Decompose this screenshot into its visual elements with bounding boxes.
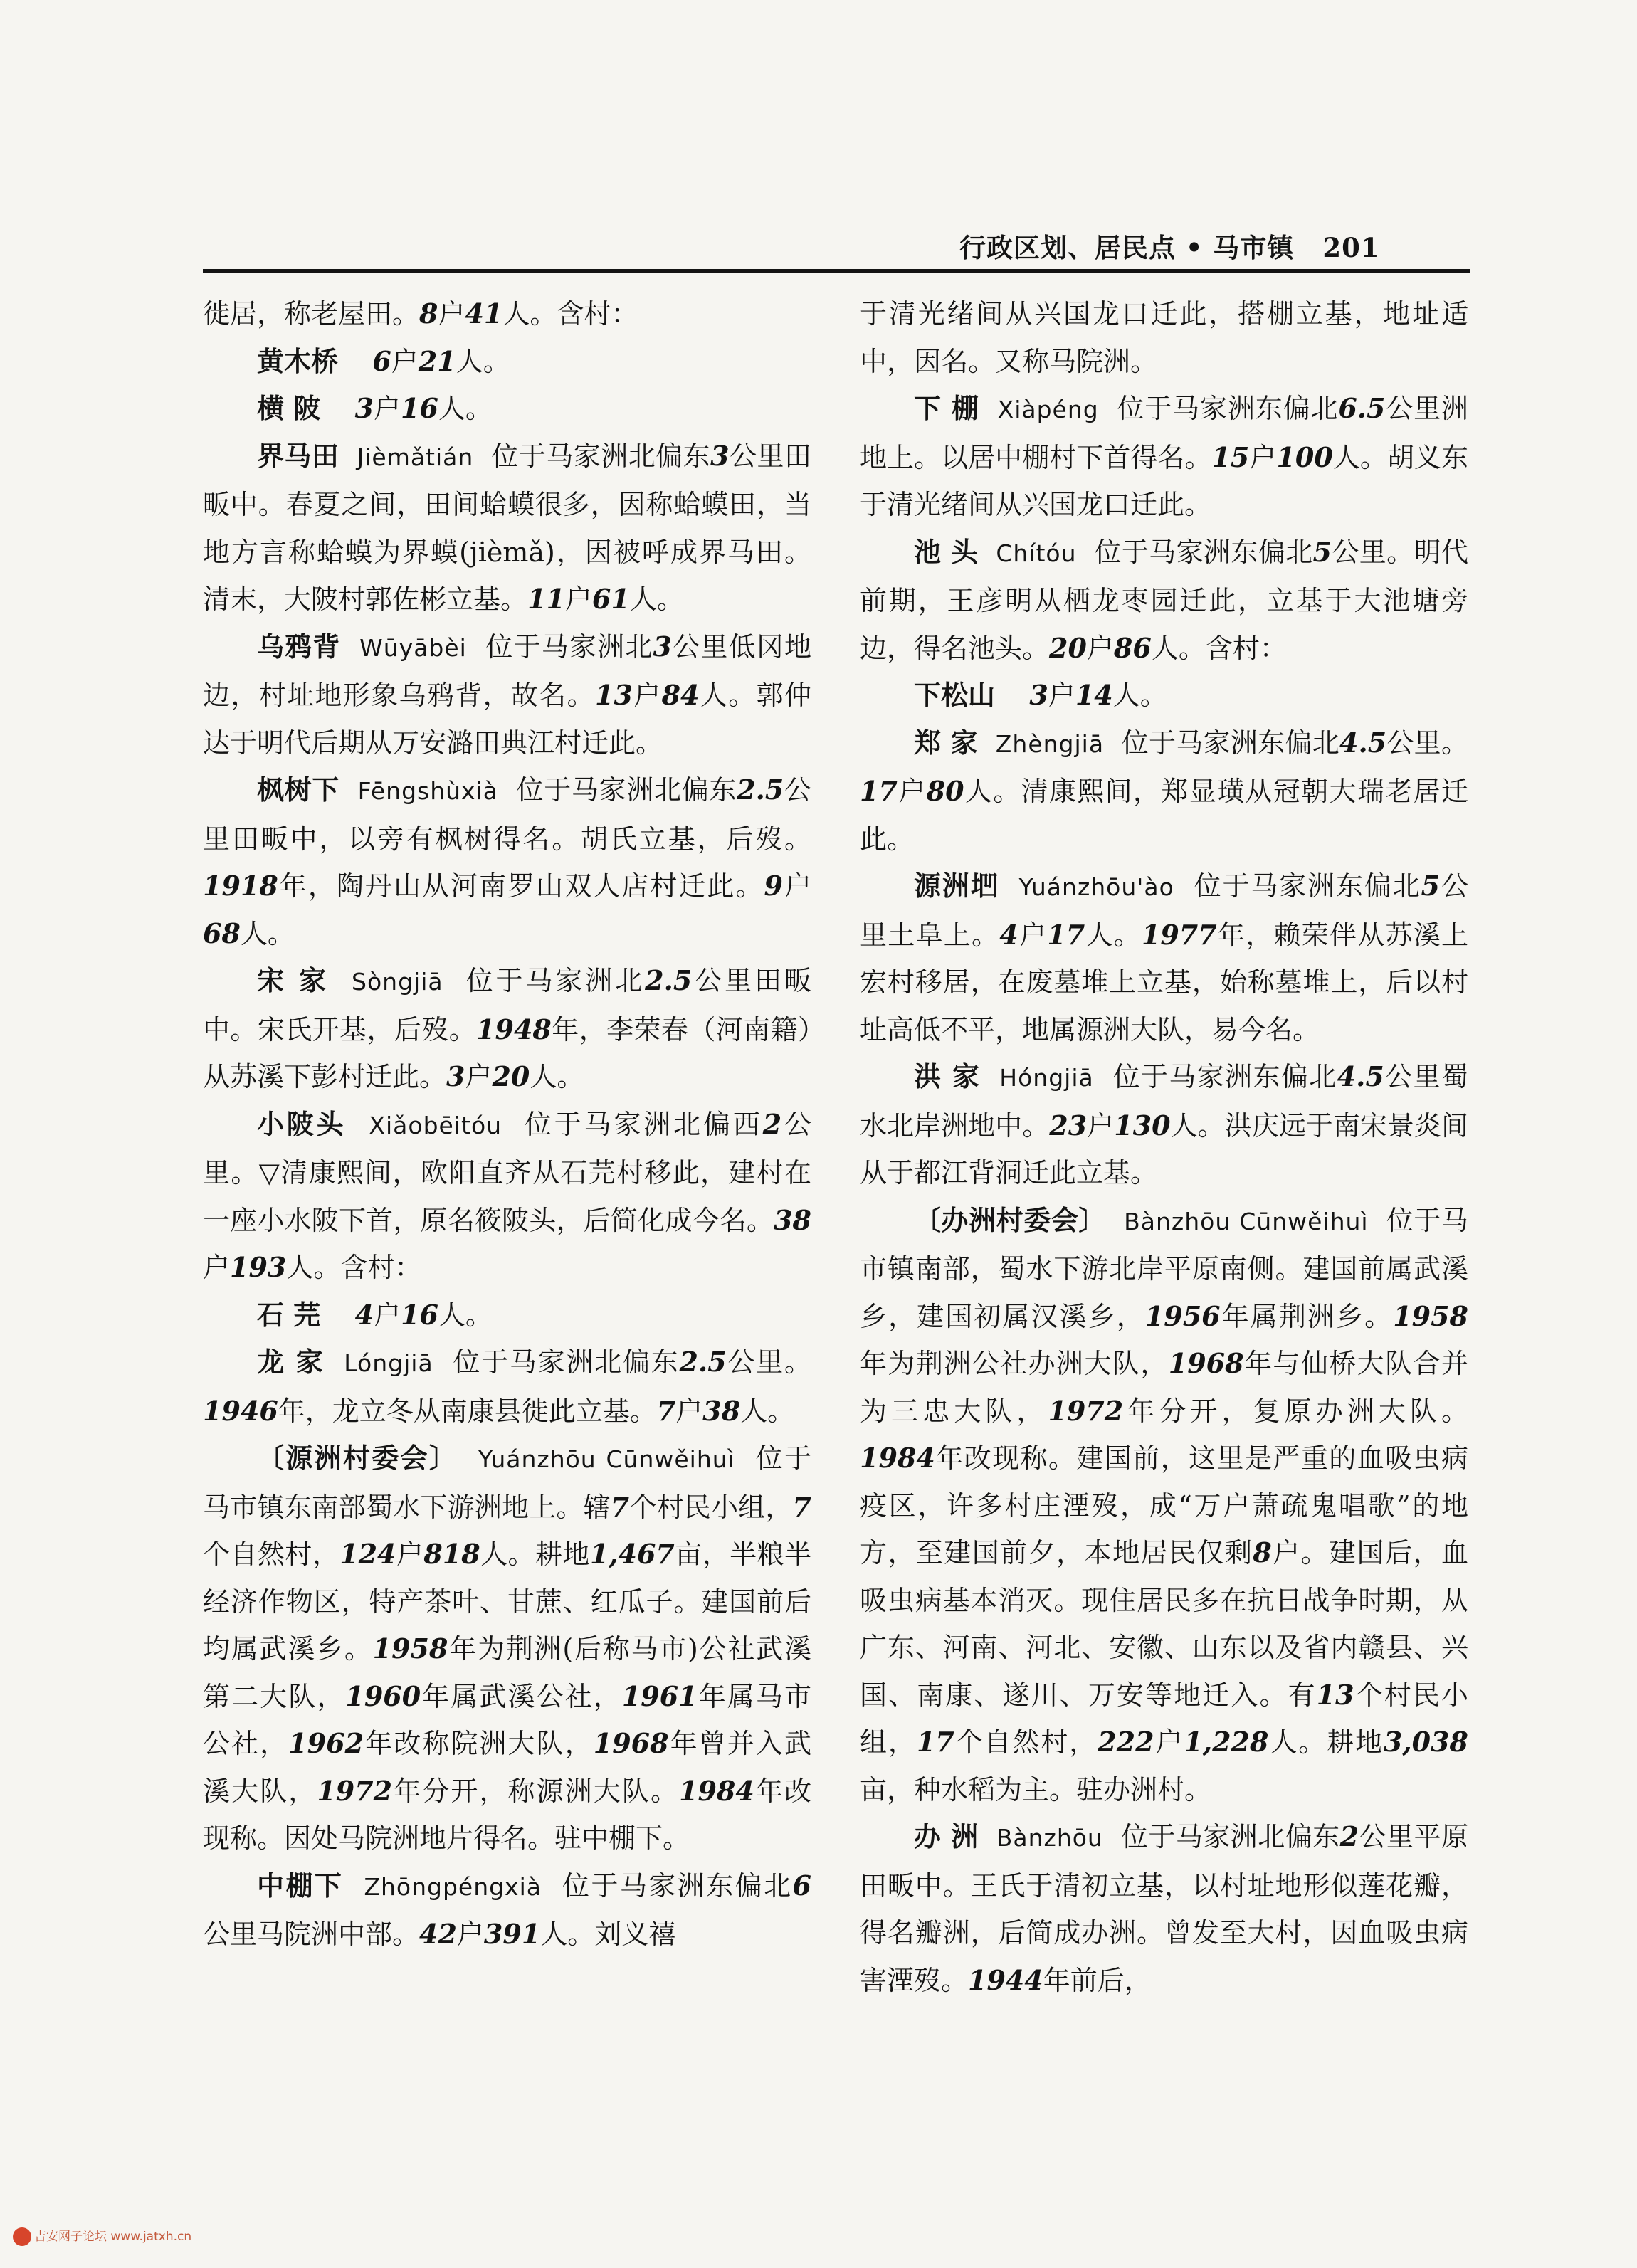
entry-pinyin: Lóngjiā [344,1349,433,1377]
entry-pinyin: Chítóu [996,539,1077,567]
page-number: 201 [1322,232,1380,263]
entry-headword: 宋 家 [257,964,330,996]
entry-body: 位于马家洲北偏东2公里平原田畈中。王氏于清初立基，以村址地形似莲花瓣，得名瓣洲，后简成办洲。曾发至大村，因血吸虫病害湮歿。1944年前后， [860,1820,1468,1996]
gazetteer-entry [860,529,1468,673]
entry-pinyin: Zhèngjiā [995,729,1105,758]
entry-pinyin: Hóngjiā [999,1064,1094,1092]
gazetteer-entry [203,623,811,767]
entry-headword: 办 洲 [914,1820,979,1852]
entry-headword: 龙 家 [257,1346,325,1378]
entry-pinyin: Bànzhōu Cūnwěihuì [1124,1207,1369,1235]
gazetteer-entry [860,1197,1468,1814]
sub-village-entry [203,338,811,386]
entry-body: 3户16人。 [354,392,493,424]
entry-body: 位于马家洲北3公里低冈地边，村址地形象乌鸦背，故名。13户84人。郭仲达于明代后期从万安潞田典江村迁此。 [203,630,811,759]
entry-body: 3户14人。 [1029,679,1167,711]
entry-pinyin: Yuánzhōu'ào [1018,873,1174,901]
entry-body: 位于马家洲北偏西2公里。▽清康熙间，欧阳直齐从石芫村移此，建村在一座小水陂下首，原名筱陂头，后简化成今名。38户193人。含村： [203,1107,811,1283]
entry-pinyin: Wūyābèi [359,633,467,662]
entry-body: 位于马家洲北偏东3公里田畈中。春夏之间，田间蛤蟆很多，因称蛤蟆田，当地方言称蛤蟆为界蟆(jièmǎ)，因被呼成界马田。清末，大陂村郭佐彬立基。11户61人。 [203,439,811,615]
running-header [959,226,1380,265]
entry-body: 位于马家洲东偏北4.5公里蜀水北岸洲地中。23户130人。洪庆远于南宋景炎间从于都江背洞迁此立基。 [860,1060,1468,1188]
entry-headword: 横 陂 [257,392,321,424]
left-column [203,290,811,1958]
gazetteer-entry [860,1053,1468,1197]
right-column [860,290,1468,2004]
entry-body: 位于马家洲东偏北4.5公里。17户80人。清康熙间，郑显璜从冠朝大瑞老居迁此。 [860,726,1468,855]
entry-headword: 洪 家 [914,1060,981,1092]
entry-headword: 小陂头 [257,1107,347,1140]
entry-body: 4户16人。 [354,1298,493,1331]
sub-village-entry [203,385,811,433]
gazetteer-entry [860,863,1468,1053]
sub-village-entry [203,1292,811,1339]
continued-paragraph [860,290,1468,385]
entry-pinyin: Zhōngpéngxià [364,1872,542,1901]
entry-body: 6户21人。 [372,344,510,377]
watermark-logo-icon [13,2227,31,2246]
entry-pinyin: Fēngshùxià [357,777,498,805]
entry-headword: 界马田 [257,439,339,472]
entry-body: 位于马家洲东偏北6.5公里洲地上。以居中棚村下首得名。15户100人。胡义东于清光绪间从兴国龙口迁此。 [860,392,1468,520]
gazetteer-entry [203,433,811,623]
entry-headword: 黄木桥 [257,344,339,377]
entry-headword: 〔源洲村委会〕 [257,1442,458,1474]
entry-body: 位于马家洲北2.5公里田畈中。宋氏开基，后歿。1948年，李荣春（河南籍）从苏溪下彭村迁此。3户20人。 [203,964,811,1092]
entry-headword: 枫树下 [257,774,340,806]
gazetteer-entry [203,1339,811,1435]
continued-paragraph [203,290,811,338]
entry-pinyin: Yuánzhōu Cūnwěihuì [478,1445,735,1473]
entry-headword: 石 芫 [257,1298,321,1331]
entry-body: 位于马家洲北偏东2.5公里。1946年，龙立冬从南康县徙此立基。7户38人。 [203,1346,811,1427]
entry-headword: 下松山 [914,679,996,711]
entry-body: 位于马市镇南部，蜀水下游北岸平原南侧。建国前属武溪乡，建国初属汉溪乡，1956年属荆洲乡。1958年为荆洲公社办洲大队，1968年与仙桥大队合并为三忠大队，1972年分开，复原办洲大队。1984年改现称。建国前，这里是严重的血吸虫病疫区，许多村庄湮歿，成“万户萧疏鬼唱歌”的地方，至建国前夕，本地居民仅剩8户。建国后，血吸虫病基本消灭。现住居民多在抗日战争时期，从广东、河南、河北、安徽、山东以及省内赣县、兴国、南康、遂川、万安等地迁入。有13个村民小组，17个自然村，222户1,228人。耕地3,038亩，种水稻为主。驻办洲村。 [860,1204,1468,1805]
entry-body: 位于马市镇东南部蜀水下游洲地上。辖7个村民小组，7个自然村，124户818人。耕地1,467亩，半粮半经济作物区，特产茶叶、甘蔗、红瓜子。建国前后均属武溪乡。1958年为荆洲(后称马市)公社武溪第二大队，1960年属武溪公社，1961年属马市公社，1962年改称院洲大队，1968年曾并入武溪大队，1972年分开，称源洲大队。1984年改现称。因处马院洲地片得名。驻中棚下。 [203,1442,811,1854]
gazetteer-entry [860,385,1468,529]
paragraph-text: 徙居，称老屋田。8户41人。含村： [203,297,638,329]
entry-headword: 郑 家 [914,726,979,759]
entry-pinyin: Jièmǎtián [357,443,474,471]
entry-headword: 池 头 [914,535,979,568]
gazetteer-entry [203,1862,811,1958]
entry-pinyin: Bànzhōu [996,1824,1103,1852]
gazetteer-entry [203,957,811,1101]
entry-pinyin: Sòngjiā [352,968,443,996]
gazetteer-entry [860,719,1468,863]
entry-headword: 中棚下 [257,1869,344,1902]
entry-body: 位于马家洲北偏东2.5公里田畈中，以旁有枫树得名。胡氏立基，后歿。1918年，陶丹山从河南罗山双人店村迁此。9户68人。 [203,774,811,949]
site-watermark [13,2226,191,2246]
entry-headword: 乌鸦背 [257,630,341,663]
sub-village-entry [860,672,1468,719]
entry-body: 位于马家洲东偏北5公里。明代前期，王彦明从栖龙枣园迁此，立基于大池塘旁边，得名池头。20户86人。含村： [860,535,1468,664]
entry-body: 位于马家洲东偏北5公里土阜上。4户17人。1977年，赖荣伴从苏溪上宏村移居，在废墓堆上立基，始称墓堆上，后以村址高低不平，地属源洲大队，易今名。 [860,870,1468,1045]
header-rule [203,269,1470,273]
gazetteer-entry [860,1813,1468,2004]
paragraph-text: 于清光绪间从兴国龙口迁此，搭棚立基，地址适中，因名。又称马院洲。 [860,298,1468,377]
entry-headword: 源洲垇 [914,870,999,902]
entry-body: 位于马家洲东偏北6公里马院洲中部。42户391人。刘义禧 [203,1869,811,1950]
entry-headword: 下 棚 [914,392,979,424]
gazetteer-entry [203,1101,811,1292]
gazetteer-entry [203,766,811,957]
entry-pinyin: Xiàpéng [997,396,1099,423]
header-section-title: 行政区划、居民点 • 马市镇 [959,232,1295,263]
gazetteer-entry [203,1435,811,1862]
entry-headword: 〔办洲村委会〕 [914,1203,1106,1236]
watermark-text: 吉安网子论坛 www.jatxh.cn [34,2230,192,2244]
entry-pinyin: Xiǎobēitóu [369,1111,502,1139]
